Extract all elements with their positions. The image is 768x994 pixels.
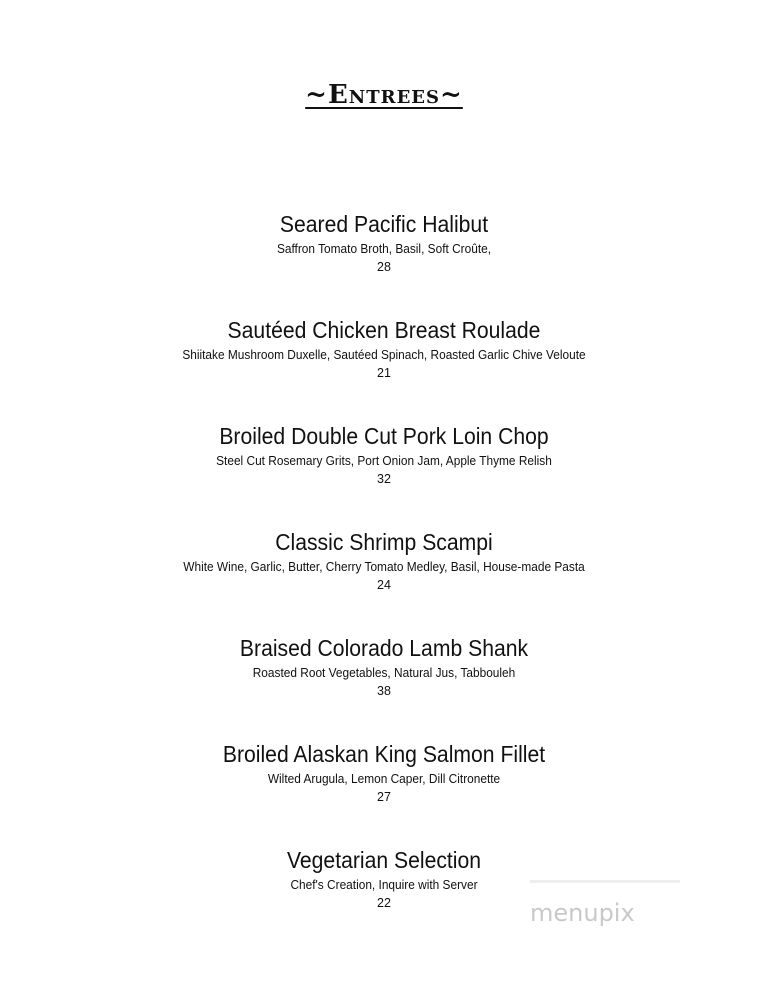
- menu-item: [0, 632, 768, 738]
- entree-list: [0, 208, 768, 950]
- page-title: ~Entrees~: [305, 80, 463, 110]
- item-description: Roasted Root Vegetables, Natural Jus, Tabbouleh: [252, 666, 516, 680]
- item-price: 22: [377, 896, 391, 910]
- item-price: 38: [377, 684, 391, 698]
- item-price: 27: [377, 790, 391, 804]
- item-price: 21: [377, 366, 391, 380]
- item-name: Sautéed Chicken Breast Roulade: [227, 317, 541, 343]
- item-name: Seared Pacific Halibut: [279, 211, 489, 237]
- item-name: Broiled Alaskan King Salmon Fillet: [222, 741, 546, 767]
- watermark-text: menupix: [530, 899, 635, 927]
- item-price: 28: [377, 260, 391, 274]
- item-description: Steel Cut Rosemary Grits, Port Onion Jam, Apple Thyme Relish: [216, 454, 552, 468]
- item-price: 24: [377, 578, 391, 592]
- item-description: Wilted Arugula, Lemon Caper, Dill Citronette: [267, 772, 501, 786]
- item-description: Shiitake Mushroom Duxelle, Sautéed Spinach, Roasted Garlic Chive Veloute: [182, 348, 586, 362]
- menu-item: [0, 526, 768, 632]
- item-description: Saffron Tomato Broth, Basil, Soft Croûte,: [276, 242, 492, 256]
- menu-item: [0, 420, 768, 526]
- item-name: Vegetarian Selection: [286, 847, 482, 873]
- item-name: Broiled Double Cut Pork Loin Chop: [219, 423, 549, 449]
- item-description: Chef's Creation, Inquire with Server: [290, 878, 478, 892]
- item-name: Classic Shrimp Scampi: [275, 529, 493, 555]
- menu-item: [0, 738, 768, 844]
- item-price: 32: [377, 472, 391, 486]
- menupix-watermark-logo: [528, 895, 658, 931]
- menu-item: [0, 314, 768, 420]
- item-name: Braised Colorado Lamb Shank: [239, 635, 529, 661]
- watermark-faint-line: [530, 872, 690, 892]
- item-description: White Wine, Garlic, Butter, Cherry Tomato Medley, Basil, House-made Pasta: [183, 560, 585, 574]
- menu-item: [0, 208, 768, 314]
